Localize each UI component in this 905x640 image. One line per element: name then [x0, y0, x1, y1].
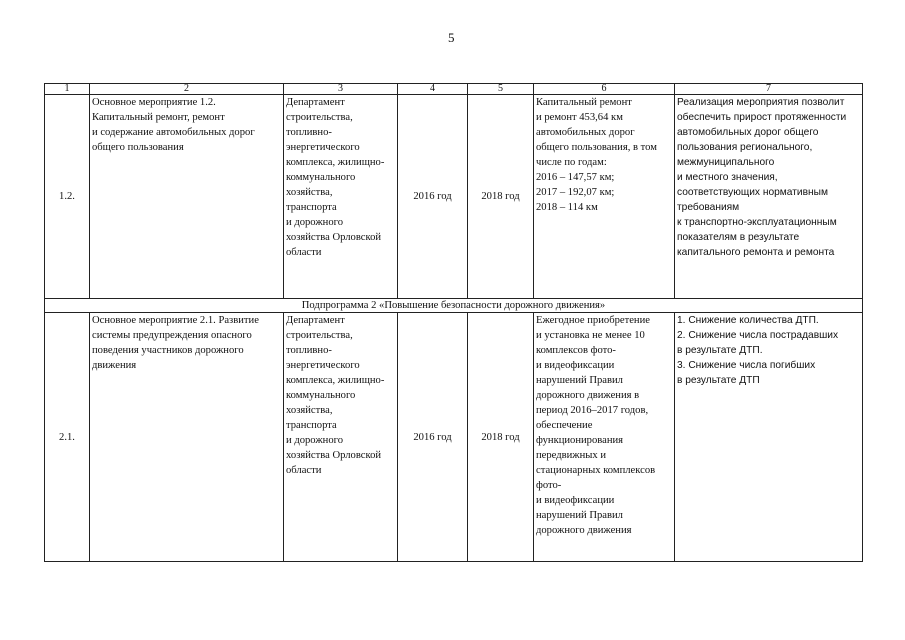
end-year: 2018 год [468, 95, 534, 299]
subprogram-row [45, 299, 863, 313]
indicators: Реализация мероприятия позволит обеспечить прирост протяженности автомобильных дорог общего пользования регионального, межмуниципального и местного значения, соответствующих нормативным требованиям к транспортно-эксплуатационным показателям в результате капитального ремонта и ремонта [675, 95, 863, 299]
start-year: 2016 год [398, 95, 468, 299]
table-row [45, 95, 863, 299]
measures-table [44, 83, 863, 562]
column-number: 5 [468, 84, 534, 95]
row-number: 1.2. [45, 95, 90, 299]
column-number: 2 [90, 84, 284, 95]
column-number: 7 [675, 84, 863, 95]
event-name: Основное мероприятие 1.2. Капитальный ремонт, ремонт и содержание автомобильных дорог общего пользования [90, 95, 284, 299]
start-year: 2016 год [398, 313, 468, 562]
column-number: 3 [284, 84, 398, 95]
column-number: 1 [45, 84, 90, 95]
event-name: Основное мероприятие 2.1. Развитие системы предупреждения опасного поведения участников дорожного движения [90, 313, 284, 562]
executor: Департамент строительства, топливно- энергетического комплекса, жилищно- коммунального хозяйства, транспорта и дорожного хозяйства Орловской области [284, 313, 398, 562]
column-number: 6 [534, 84, 675, 95]
column-number: 4 [398, 84, 468, 95]
end-year: 2018 год [468, 313, 534, 562]
column-number-row [45, 84, 863, 95]
row-number: 2.1. [45, 313, 90, 562]
table-row [45, 313, 863, 562]
expected-result: Капитальный ремонт и ремонт 453,64 км автомобильных дорог общего пользования, в том числе по годам: 2016 – 147,57 км; 2017 – 192,07 км; 2018 – 114 км [534, 95, 675, 299]
page-number: 5 [448, 30, 455, 45]
expected-result: Ежегодное приобретение и установка не менее 10 комплексов фото- и видеофиксации нарушений Правил дорожного движения в период 2016–2017 годов, обеспечение функционирования передвижных и стационарных комплексов фото- и видеофиксации нарушений Правил дорожного движения [534, 313, 675, 562]
indicators: 1. Снижение количества ДТП. 2. Снижение числа пострадавших в результате ДТП. 3. Снижение числа погибших в результате ДТП [675, 313, 863, 562]
executor: Департамент строительства, топливно- энергетического комплекса, жилищно- коммунального хозяйства, транспорта и дорожного хозяйства Орловской области [284, 95, 398, 299]
subprogram-title: Подпрограмма 2 «Повышение безопасности дорожного движения» [45, 299, 863, 313]
